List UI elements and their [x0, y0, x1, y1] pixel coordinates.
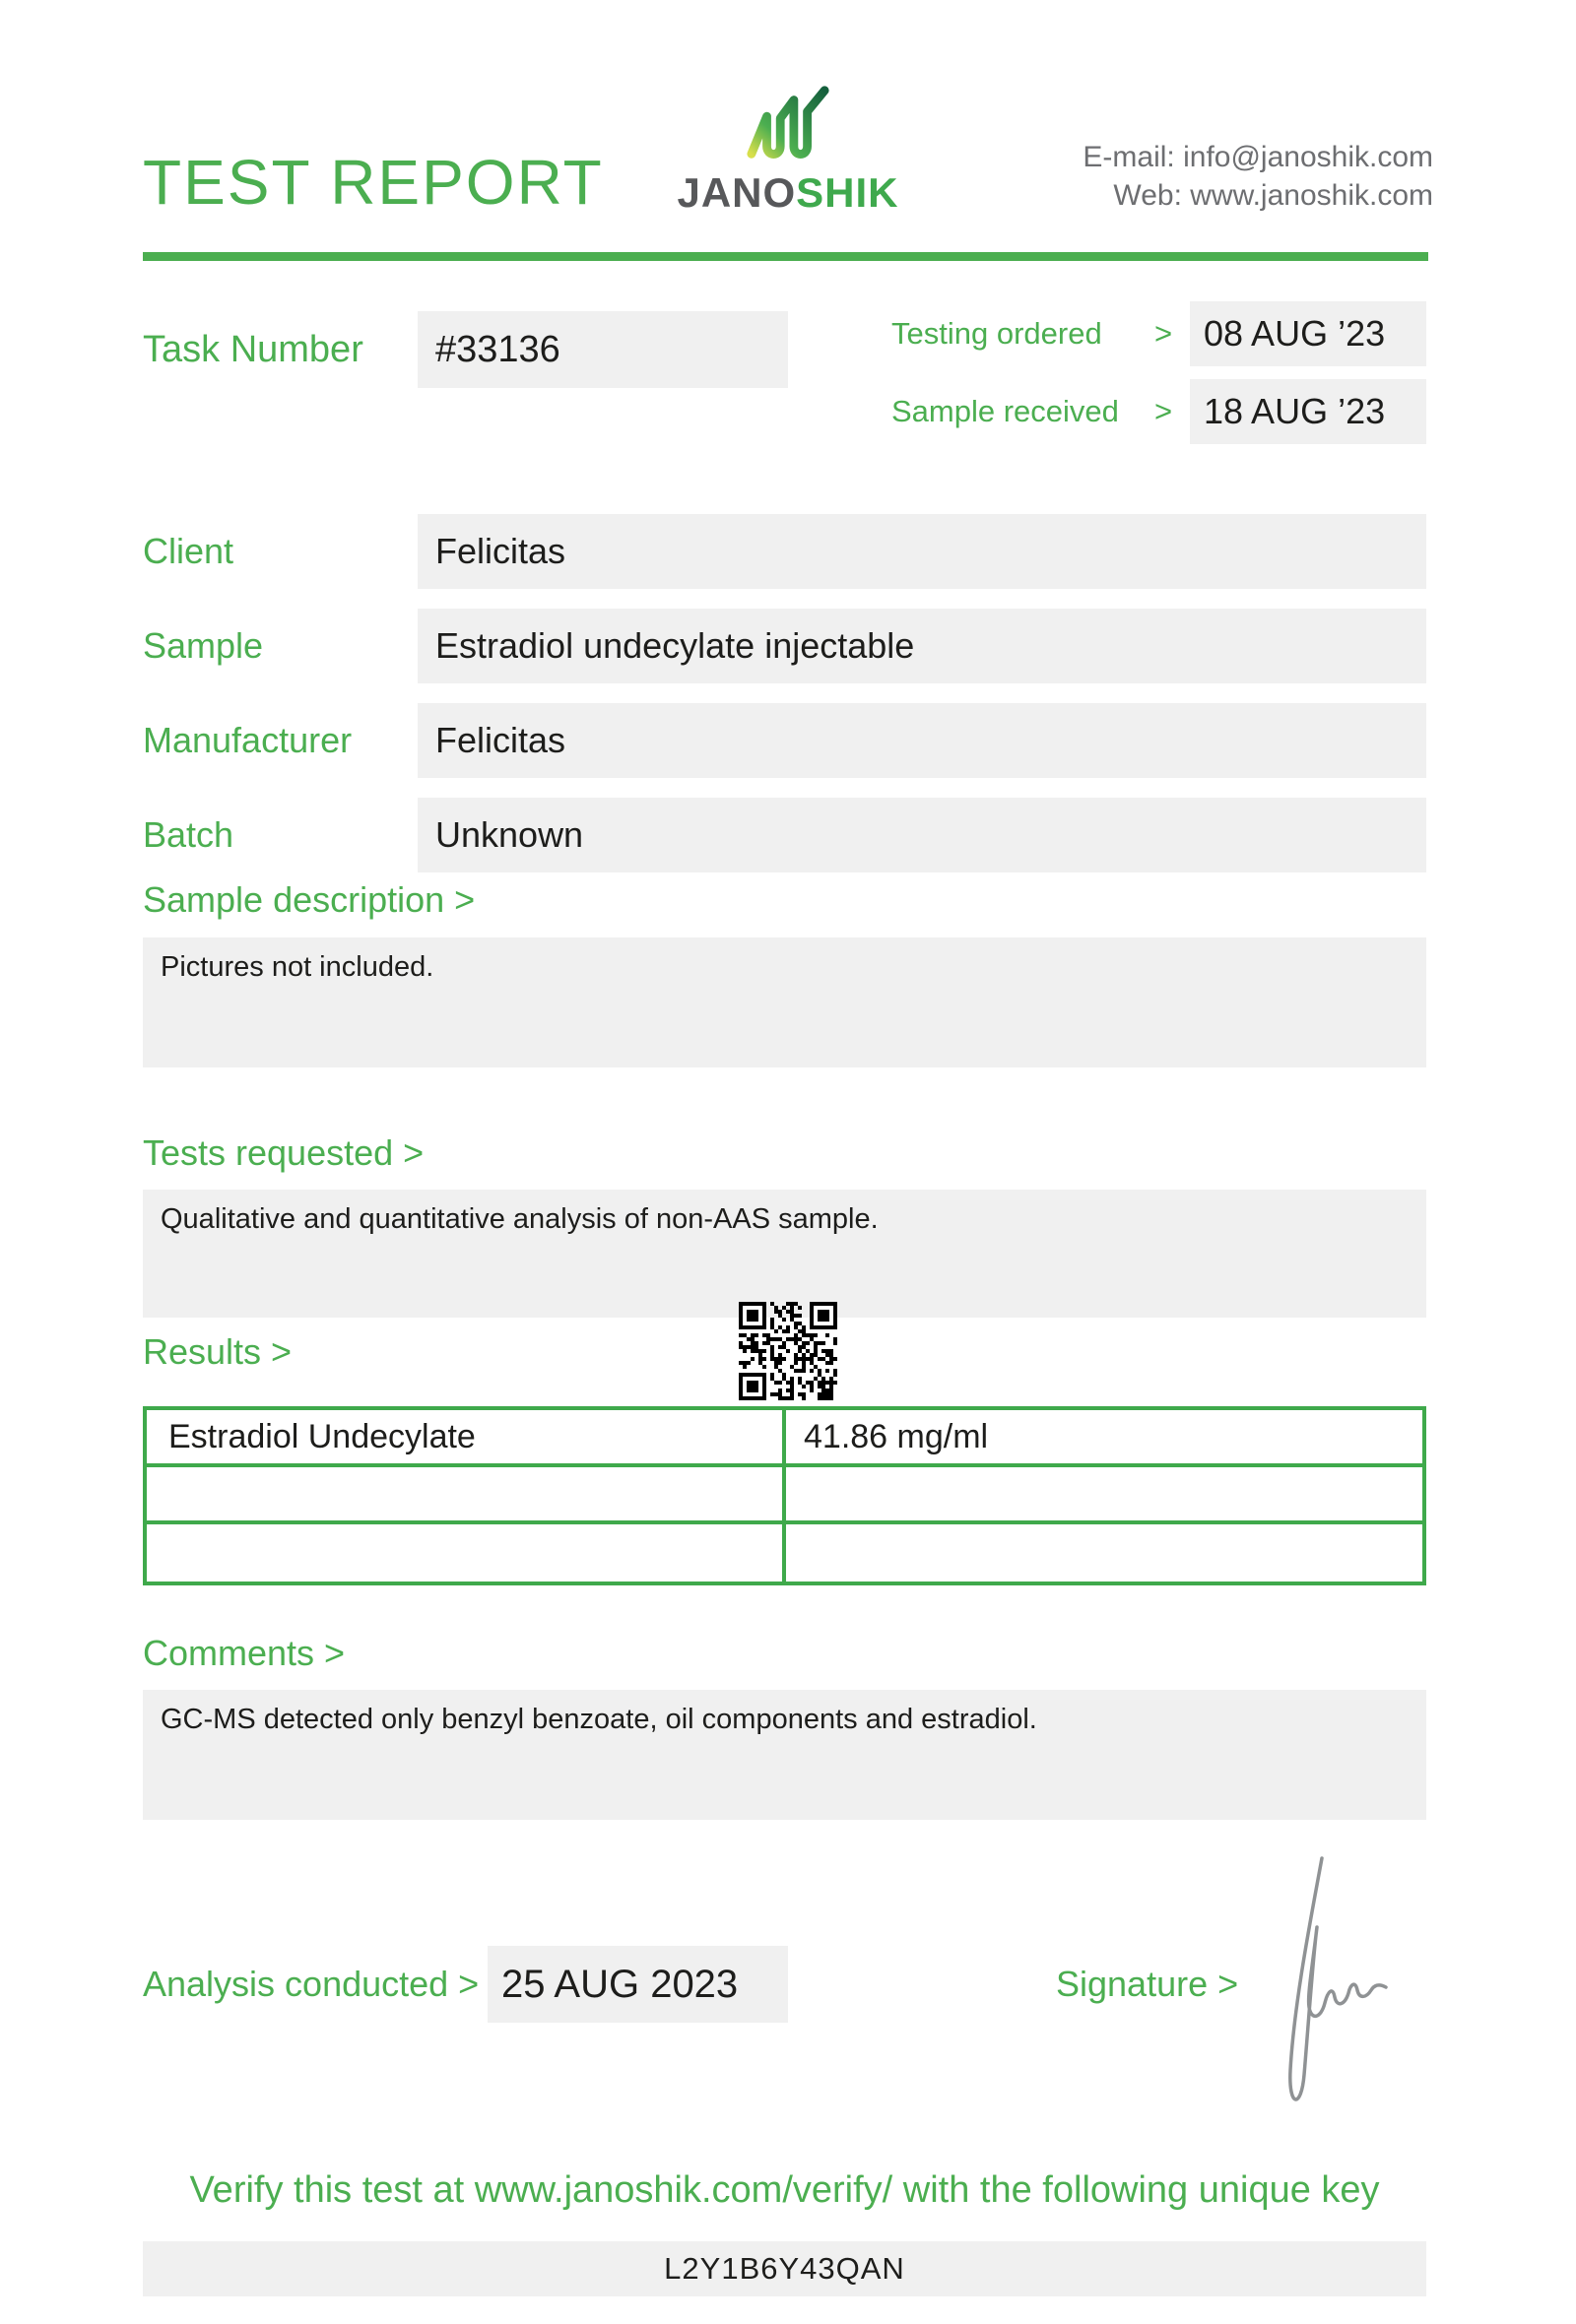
verify-key-box	[143, 2241, 1426, 2296]
logo-text-green: SHIK	[796, 169, 899, 216]
analyte-cell	[147, 1467, 786, 1520]
testing-ordered-field	[1190, 301, 1426, 366]
sample-label: Sample	[143, 625, 264, 666]
analyte-cell: Estradiol Undecylate	[147, 1410, 786, 1463]
manufacturer-label: Manufacturer	[143, 720, 353, 760]
sample-received-label: Sample received	[891, 394, 1119, 428]
client-field	[418, 514, 1426, 589]
sample-received-value: 18 AUG ’23	[1204, 391, 1386, 431]
sample-description-heading: Sample description >	[143, 879, 476, 920]
verify-instruction: Verify this test at www.janoshik.com/verify/ with the following unique key	[189, 2169, 1380, 2211]
result-cell	[786, 1524, 1422, 1582]
manufacturer-value: Felicitas	[435, 720, 566, 760]
manufacturer-field	[418, 703, 1426, 778]
signature-icon	[1261, 1843, 1389, 2139]
comments-heading: Comments >	[143, 1633, 346, 1673]
sample-received-arrow: >	[1154, 394, 1173, 428]
results-row	[147, 1524, 1422, 1582]
results-table	[143, 1406, 1426, 1585]
tests-requested-text: Qualitative and quantitative analysis of non-AAS sample.	[161, 1203, 879, 1235]
sample-description-box	[143, 937, 1426, 1067]
logo-text-gray: JANO	[677, 169, 797, 216]
batch-field	[418, 798, 1426, 872]
results-row	[147, 1467, 1422, 1524]
analysis-conducted-field	[488, 1946, 788, 2023]
comments-text: GC-MS detected only benzyl benzoate, oil components and estradiol.	[161, 1704, 1037, 1735]
janoshik-logo	[670, 169, 906, 217]
contact-info	[975, 138, 1433, 215]
tests-requested-box	[143, 1190, 1426, 1318]
page-title: TEST REPORT	[143, 147, 604, 218]
batch-label: Batch	[143, 814, 234, 855]
tests-requested-heading: Tests requested >	[143, 1132, 425, 1173]
results-row	[147, 1410, 1422, 1467]
analysis-conducted-label: Analysis conducted >	[143, 1964, 480, 2004]
verify-key-value: L2Y1B6Y43QAN	[664, 2251, 905, 2286]
testing-ordered-label: Testing ordered	[891, 316, 1102, 351]
task-number-value: #33136	[435, 329, 560, 370]
client-value: Felicitas	[435, 531, 566, 571]
testing-ordered-arrow: >	[1154, 316, 1173, 351]
result-cell: 41.86 mg/ml	[804, 1418, 989, 1455]
result-cell	[786, 1467, 1422, 1520]
sample-field	[418, 609, 1426, 683]
comments-box	[143, 1690, 1426, 1820]
contact-web: Web: www.janoshik.com	[1113, 179, 1433, 212]
batch-value: Unknown	[435, 814, 584, 855]
task-number-field	[418, 311, 788, 388]
results-heading: Results >	[143, 1331, 293, 1372]
client-label: Client	[143, 531, 234, 571]
sample-received-field	[1190, 379, 1426, 444]
testing-ordered-value: 08 AUG ’23	[1204, 313, 1386, 354]
analyte-cell	[147, 1524, 786, 1582]
analysis-conducted-value: 25 AUG 2023	[501, 1963, 739, 2006]
task-number-label: Task Number	[143, 329, 363, 370]
rising-chart-arrow-icon	[746, 79, 832, 169]
signature-label: Signature >	[1056, 1964, 1239, 2004]
qr-code-icon	[739, 1302, 837, 1400]
sample-description-text: Pictures not included.	[161, 951, 434, 983]
header-divider	[143, 252, 1428, 261]
sample-value: Estradiol undecylate injectable	[435, 625, 915, 666]
contact-email: E-mail: info@janoshik.com	[1083, 141, 1433, 173]
